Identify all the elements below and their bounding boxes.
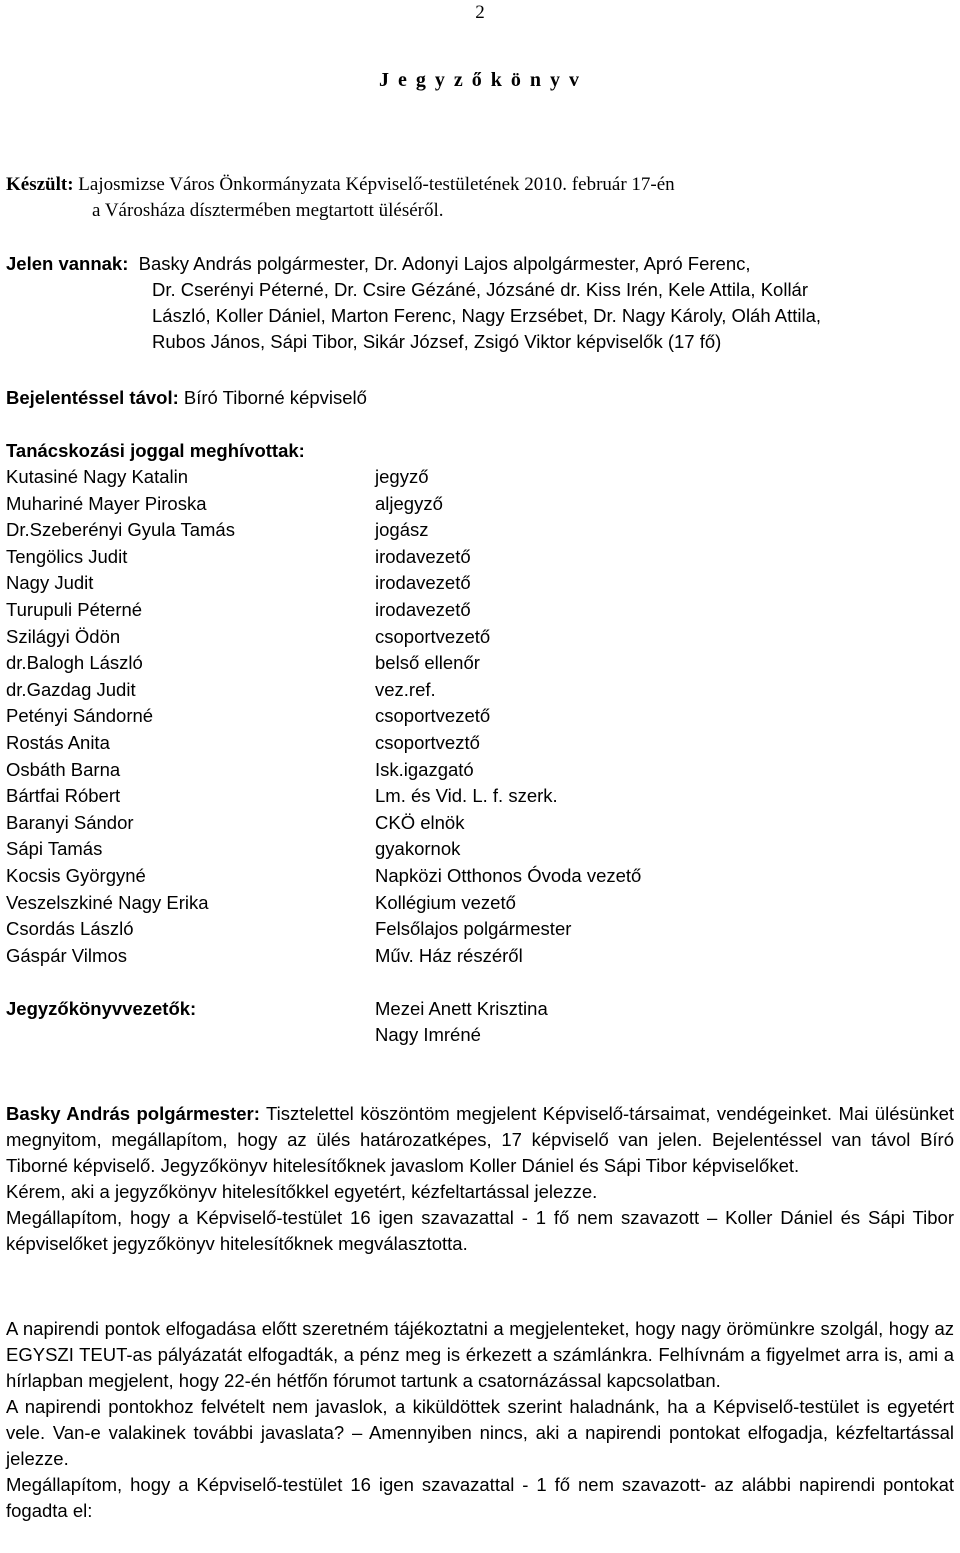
invited-role: Műv. Ház részéről [375,944,523,966]
agenda-paragraph-1: A napirendi pontok elfogadása előtt szeretném tájékoztatni a megjelenteket, hogy nagy örömünkre szolgál, hogy az EGYSZI TEUT-as pályázatát elfogadták, a pénz meg is érkezett a számlánkra. Felhívnám a figyelmet arra is, ami a hírlapban megjelent, hogy 22-én hétfőn fórumot tartunk a csatornázással kapcsolatban. [6,1318,954,1391]
invited-role: irodavezető [375,598,471,620]
invited-row [6,703,946,730]
tavol-section [6,385,956,411]
tavol-label: Bejelentéssel távol: [6,387,179,408]
invited-row [6,836,946,863]
invited-name: Szilágyi Ödön [6,625,121,647]
invited-role: csoportvezető [375,705,491,727]
invited-name: Osbáth Barna [6,758,121,780]
invited-row [6,464,946,491]
invited-table [6,464,946,969]
invited-name: Turupuli Péterné [6,598,143,620]
invited-name: Kocsis Györgyné [6,864,146,886]
invited-row [6,677,946,704]
invited-name: Petényi Sándorné [6,705,154,727]
invited-role: csoportveztő [375,731,480,753]
invited-role: Lm. és Vid. L. f. szerk. [375,785,558,807]
speaker-name: Basky András polgármester: [6,1103,260,1124]
jelen-line4: Rubos János, Sápi Tibor, Sikár József, Zsigó Viktor képviselők (17 fő) [152,331,722,352]
jelen-line2: Dr. Cserényi Péterné, Dr. Csire Gézáné, Józsáné dr. Kiss Irén, Kele Attila, Kollár [152,279,809,300]
jegyzokonyvvezetok-label: Jegyzőkönyvvezetők: [6,998,197,1019]
invited-role: vez.ref. [375,678,436,700]
invited-name: Dr.Szeberényi Gyula Tamás [6,519,235,541]
invited-name: Veszelszkiné Nagy Erika [6,891,209,913]
keszult-label: Készült: [6,174,74,195]
invited-row [6,810,946,837]
invited-row [6,597,946,624]
invited-role: jogász [375,519,429,541]
invited-heading-text: Tanácskozási joggal meghívottak: [6,440,305,461]
agenda-paragraph-3: Megállapítom, hogy a Képviselő-testület 16 igen szavazattal - 1 fő nem szavazott- az alábbi napirendi pontokat fogadta el: [6,1474,954,1521]
document-title: J e g y z ő k ö n y v [379,69,581,91]
invited-name: Csordás László [6,918,134,940]
jelen-label: Jelen vannak: [6,253,129,274]
keszult-section [6,172,956,224]
invited-role: CKÖ elnök [375,811,465,833]
agenda-section [6,1316,954,1524]
invited-row [6,650,946,677]
jegyzokonyvvezetok-section [6,996,956,1048]
invited-row [6,570,946,597]
invited-row [6,783,946,810]
invited-heading [6,438,956,464]
agenda-paragraph-2: A napirendi pontokhoz felvételt nem javaslok, a kiküldöttek szerint haladnánk, ha a Képviselő-testület is egyetért vele. Van-e valakinek további javaslata? – Amennyiben nincs, aki a napirendi pontokat elfogadja, kézfeltartással jelezze. [6,1396,954,1469]
tavol-text: Bíró Tiborné képviselő [183,387,367,408]
invited-name: dr.Balogh László [6,652,143,674]
keszult-line2: a Városháza dísztermében megtartott üléséről. [92,200,444,221]
invited-name: Kutasiné Nagy Katalin [6,466,189,487]
jelen-line1: Basky András polgármester, Dr. Adonyi Lajos alpolgármester, Apró Ferenc, [138,253,751,274]
opening-section [6,1101,954,1257]
opening-text-1: Tisztelettel köszöntöm megjelent Képviselő-társaimat, vendégeinket. Mai ülésünket megnyitom, megállapítom, hogy az ülés határozatképes, 17 képviselő van jelen. Bejelentéssel van távol Bíró Tiborné képviselő. Jegyzőkönyv hitelesítőknek javaslom Koller Dániel és Sápi Tibor képviselőket. [6,1103,955,1176]
invited-name: Muhariné Mayer Piroska [6,492,207,514]
invited-role: irodavezető [375,545,471,567]
jegyzokonyvvezeto-name-1: Mezei Anett Krisztina [375,998,548,1019]
invited-name: Nagy Judit [6,572,94,594]
invited-name: Baranyi Sándor [6,811,134,833]
invited-name: Sápi Tamás [6,838,103,860]
invited-row [6,916,946,943]
invited-role: gyakornok [375,838,461,860]
invited-row [6,730,946,757]
invited-name: Gáspár Vilmos [6,944,127,966]
invited-name: Bártfai Róbert [6,785,121,807]
invited-role: Isk.igazgató [375,758,474,780]
invited-name: dr.Gazdag Judit [6,678,136,700]
invited-row [6,624,946,651]
invited-row [6,890,946,917]
invited-role: aljegyző [375,492,443,514]
invited-row [6,943,946,970]
invited-role: Napközi Otthonos Óvoda vezető [375,864,642,886]
invited-name: Tengölics Judit [6,545,128,567]
invited-name: Rostás Anita [6,731,110,753]
invited-role: jegyző [375,466,429,487]
page-number: 2 [475,2,485,23]
invited-row [6,863,946,890]
jelen-line3: László, Koller Dániel, Marton Ferenc, Nagy Erzsébet, Dr. Nagy Károly, Oláh Attila, [152,305,822,326]
opening-paragraph-2: Kérem, aki a jegyzőkönyv hitelesítőkkel egyetért, kézfeltartással jelezze. [6,1181,598,1202]
keszult-line1: Lajosmizse Város Önkormányzata Képviselő-testületének 2010. február 17-én [78,174,675,195]
invited-role: Felsőlajos polgármester [375,918,572,940]
jelen-section [6,251,956,355]
opening-paragraph-1 [6,1101,954,1179]
invited-row [6,491,946,518]
invited-row [6,757,946,784]
invited-role: irodavezető [375,572,471,594]
invited-role: Kollégium vezető [375,891,516,913]
invited-row [6,544,946,571]
invited-role: csoportvezető [375,625,491,647]
jegyzokonyvvezeto-name-2: Nagy Imréné [375,1024,481,1045]
invited-row [6,517,946,544]
invited-role: belső ellenőr [375,652,480,674]
opening-paragraph-3: Megállapítom, hogy a Képviselő-testület 16 igen szavazattal - 1 fő nem szavazott – Koller Dániel és Sápi Tibor képviselőket jegyzőkönyv hitelesítőknek megválasztotta. [6,1207,954,1254]
